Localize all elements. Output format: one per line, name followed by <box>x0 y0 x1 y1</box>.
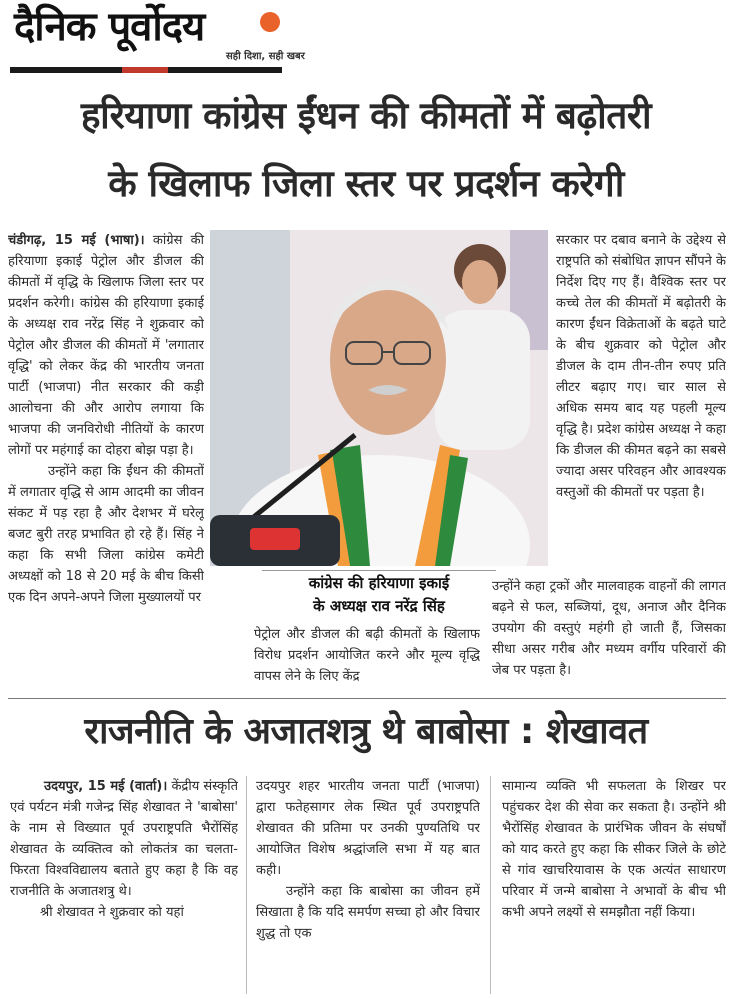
column-divider-1 <box>246 776 247 994</box>
story-divider <box>8 698 726 699</box>
masthead-title: दैनिक पूर्वोदय <box>14 4 205 50</box>
story2-col1-para2: श्री शेखावत ने शुक्रवार को यहां <box>40 905 184 920</box>
story2-col1-para1: केंद्रीय संस्कृति एवं पर्यटन मंत्री गजेन्द्र सिंह शेखावत ने 'बाबोसा' के नाम से विख्यात पूर्व उपराष्ट्रपति भैरोंसिंह शेखावत के व्यक्तित्व को लोकतंत्र का चलता-फिरता विश्वविद्यालय बताते हुए कहा है कि वह राजनीति के अजातशत्रु थे। <box>10 779 238 899</box>
story1-headline-line1: हरियाणा कांग्रेस ईंधन की कीमतों में बढ़ोतरी <box>80 94 652 137</box>
story2-headline: राजनीति के अजातशत्रु थे बाबोसा : शेखावत <box>84 711 648 752</box>
caption-rule <box>262 570 496 571</box>
story1-col3-para1: सरकार पर दबाव बनाने के उद्देश्य से राष्ट्रपति को संबोधित ज्ञापन सौंपने के निर्देश दिए गए हैं। वैश्विक स्तर पर कच्चे तेल की कीमतों में बढ़ोतरी के कारण ईंधन विक्रेताओं के बढ़ते घाटे के बीच शुक्रवार को पेट्रोल और डीजल के दाम तीन-तीन रुपए प्रति लीटर बढ़ाए गए। चार साल से अधिक समय बाद यह पहली मूल्य वृद्धि है। प्रदेश कांग्रेस अध्यक्ष ने कहा कि डीजल की कीमत बढ़ने का सबसे ज्यादा असर परिवहन और आवश्यक वस्तुओं की कीमतों पर पड़ता है। <box>556 233 726 500</box>
story2-column-3 <box>502 776 726 998</box>
story2-col3-para1: सामान्य व्यक्ति भी सफलता के शिखर पर पहुंचकर देश की सेवा कर सकता है। उन्होंने श्री भैरोंसिंह शेखावत के प्रारंभिक जीवन के संघर्षों को याद करते हुए कहा कि सीकर जिले के छोटे से गांव खाचरियावास के एक अत्यंत साधारण परिवार में जन्मे बाबोसा ने अभावों के बीच भी कभी अपने लक्ष्यों से समझौता नहीं किया। <box>502 779 726 920</box>
story1-headline-line2: के खिलाफ जिला स्तर पर प्रदर्शन करेगी <box>108 162 624 205</box>
masthead-rule-accent <box>122 67 168 73</box>
story2-col2-para1: उदयपुर शहर भारतीय जनता पार्टी (भाजपा) द्वारा फतेहसागर लेक स्थित पूर्व उपराष्ट्रपति शेखावत की प्रतिमा पर उनकी पुण्यतिथि पर आयोजित विशेष श्रद्धांजलि सभा में यह बात कही। <box>256 779 480 878</box>
story2-column-2 <box>256 776 480 998</box>
story1-column-1 <box>8 230 204 686</box>
story1-col3-para2: उन्होंने कहा ट्रकों और मालवाहक वाहनों की लागत बढ़ने से फल, सब्जियां, दूध, अनाज और दैनिक उपयोग की वस्तुएं महंगी हो जाती हैं, जिसका सीधा असर गरीब और मध्यम वर्गीय परिवारों की जेब पर पड़ता है। <box>492 579 726 678</box>
story1-dateline: चंडीगढ़, 15 मई (भाषा)। <box>8 233 145 248</box>
story1-mid-text: पेट्रोल और डीजल की बढ़ी कीमतों के खिलाफ विरोध प्रदर्शन आयोजित करने और मूल्य वृद्धि वापस लेने के लिए केंद्र <box>254 627 480 684</box>
story1-column-3 <box>556 230 726 574</box>
masthead-logo-dot <box>260 12 280 32</box>
story2-col2-para2: उन्होंने कहा कि बाबोसा का जीवन हमें सिखाता है कि यदि समर्पण सच्चा हो और विचार शुद्ध तो एक <box>256 884 480 941</box>
masthead-tagline: सही दिशा, सही खबर <box>226 51 305 62</box>
story1-photo <box>210 230 548 566</box>
column-divider-2 <box>490 776 491 994</box>
speaker-photo-illustration <box>210 230 548 566</box>
story2-dateline: उदयपुर, 15 मई (वार्ता)। <box>44 779 168 794</box>
story1-photo-caption <box>262 572 496 618</box>
caption-line-1: कांग्रेस की हरियाणा इकाई <box>308 574 450 592</box>
story1-col1-para1: कांग्रेस की हरियाणा इकाई पेट्रोल और डीजल की कीमतों में वृद्धि के खिलाफ जिला स्तर पर प्रदर्शन करेगी। कांग्रेस की हरियाणा इकाई के अध्यक्ष राव नरेंद्र सिंह ने शुक्रवार को पेट्रोल और डीजल की कीमतों में 'लगातार वृद्धि' को लेकर केंद्र की भारतीय जनता पार्टी (भाजपा) नीत सरकार की कड़ी आलोचना की और आरोप लगाया कि भाजपा की जनविरोधी नीतियों के कारण लोगों पर महंगाई का दोहरा बोझ पड़ा है। <box>8 233 204 458</box>
caption-line-2: के अध्यक्ष राव नरेंद्र सिंह <box>313 597 445 615</box>
story1-col1-para2: उन्होंने कहा कि ईंधन की कीमतों में लगातार वृद्धि से आम आदमी का जीवन संकट में पड़ रहा है और देशभर में घरेलू बजट बुरी तरह प्रभावित हो रहे हैं। सिंह ने कहा कि सभी जिला कांग्रेस कमेटी अध्यक्षों को 18 से 20 मई के बीच किसी एक दिन अपने-अपने जिला मुख्यालयों पर <box>8 464 204 605</box>
story2-column-1 <box>10 776 238 998</box>
